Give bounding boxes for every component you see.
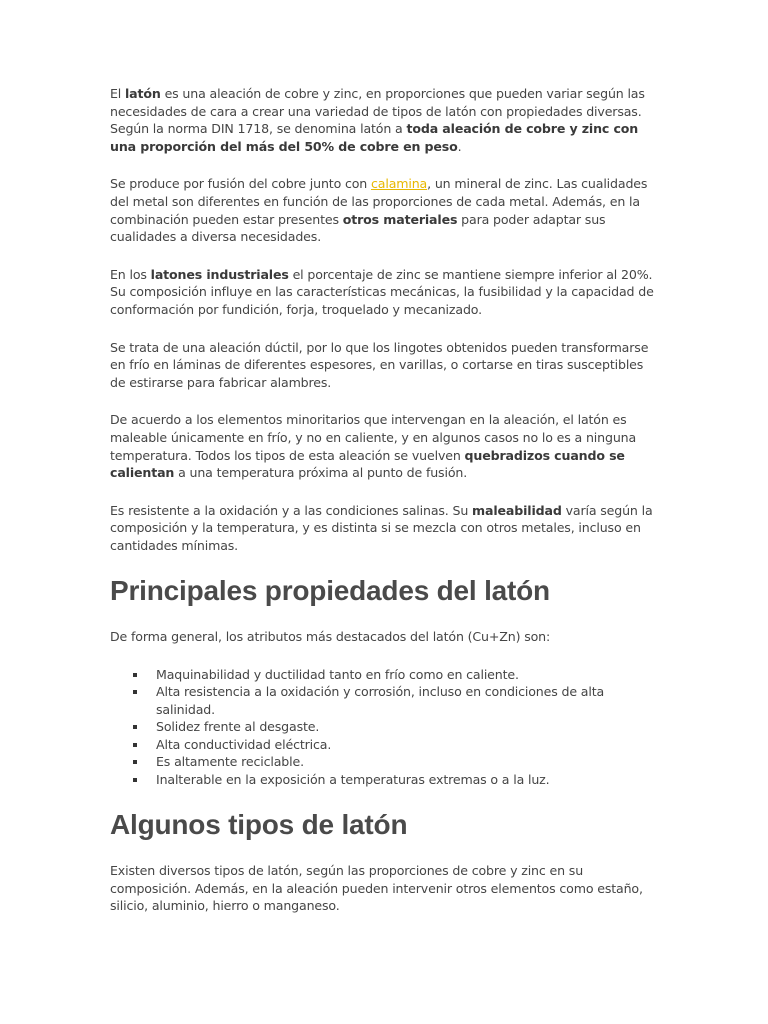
text: , un mineral de zinc. Las cualidades del metal son diferentes en función de las proporciones de cada metal. Además, en la combinación pueden estar presentes <box>110 176 648 227</box>
text: para poder adaptar sus cualidades a diversa necesidades. <box>110 211 606 245</box>
properties-list <box>110 666 660 788</box>
list-item-text: Es altamente reciclable. <box>156 754 304 770</box>
paragraph-production <box>110 175 660 245</box>
list-item <box>133 753 660 770</box>
text: Se produce por fusión del cobre junto con <box>110 176 371 192</box>
text: De acuerdo a los elementos minoritarios que intervengan en la aleación, el latón es maleable únicamente en frío, y no en caliente, y en algunos casos no lo es a ninguna temperatura. Todos los tipos de esta aleación se vuelven <box>110 412 637 463</box>
list-item <box>133 666 660 683</box>
list-item-text: Inalterable en la exposición a temperaturas extremas o a la luz. <box>156 771 550 787</box>
text: a una temperatura próxima al punto de fusión. <box>174 465 468 481</box>
text: De forma general, los atributos más destacados del latón (Cu+Zn) son: <box>110 629 551 645</box>
bullet-icon <box>133 673 137 677</box>
paragraph-ductile <box>110 339 660 392</box>
paragraph-intro <box>110 85 660 155</box>
article-body <box>110 85 660 935</box>
list-item <box>133 736 660 753</box>
bold-text: otros materiales <box>342 211 458 227</box>
paragraph-attributes-intro <box>110 628 660 646</box>
paragraph-types <box>110 862 660 915</box>
paragraph-malleability <box>110 411 660 481</box>
text: el porcentaje de zinc se mantiene siempre inferior al 20%. Su composición influye en las características mecánicas, la fusibilidad y la capacidad de conformación por fundición, forja, troquelado y mecanizado. <box>110 266 654 317</box>
paragraph-resistance <box>110 502 660 555</box>
text: varía según la composición y la temperatura, y es distinta si se mezcla con otros metales, incluso en cantidades mínimas. <box>110 502 653 553</box>
text: Existen diversos tipos de latón, según las proporciones de cobre y zinc en su composición. Además, en la aleación pueden intervenir otros elementos como estaño, silicio, aluminio, hierro o manganeso. <box>110 862 643 914</box>
bold-text: latones industriales <box>150 266 289 282</box>
heading-properties: Principales propiedades del latón <box>110 575 550 607</box>
text: Se trata de una aleación dúctil, por lo que los lingotes obtenidos pueden transformarse en frío en láminas de diferentes espesores, en varillas, o cortarse en tiras susceptibles de estirarse para fabricar alambres. <box>110 339 649 390</box>
bold-text: toda aleación de cobre y zinc con una proporción del más del 50% de cobre en peso <box>110 121 639 154</box>
bullet-icon <box>133 690 137 694</box>
calamina-link[interactable]: calamina <box>371 176 428 192</box>
bold-text: quebradizos cuando se calientan <box>110 447 625 481</box>
text: El <box>110 86 126 101</box>
text: . <box>457 138 462 154</box>
list-item-text: Alta resistencia a la oxidación y corrosión, incluso en condiciones de alta salinidad. <box>156 684 605 717</box>
list-item <box>133 718 660 735</box>
text: es una aleación de cobre y zinc, en proporciones que pueden variar según las necesidades de cara a crear una variedad de tipos de latón con propiedades diversas. Según la norma DIN 1718, se denomina latón a <box>110 86 645 137</box>
list-item-text: Solidez frente al desgaste. <box>156 719 320 735</box>
list-item <box>133 771 660 788</box>
text: Es resistente a la oxidación y a las condiciones salinas. Su <box>110 502 473 518</box>
bullet-icon <box>133 760 137 764</box>
bold-text: latón <box>125 86 161 101</box>
bullet-icon <box>133 725 137 729</box>
list-item <box>133 683 660 718</box>
bullet-icon <box>133 743 137 747</box>
list-item-text: Alta conductividad eléctrica. <box>156 736 332 752</box>
paragraph-industrial <box>110 266 660 319</box>
list-item-text: Maquinabilidad y ductilidad tanto en frío como en caliente. <box>156 667 519 683</box>
bold-text: maleabilidad <box>472 502 562 518</box>
bullet-icon <box>133 778 137 782</box>
heading-types: Algunos tipos de latón <box>110 808 408 840</box>
text: En los <box>110 266 151 282</box>
